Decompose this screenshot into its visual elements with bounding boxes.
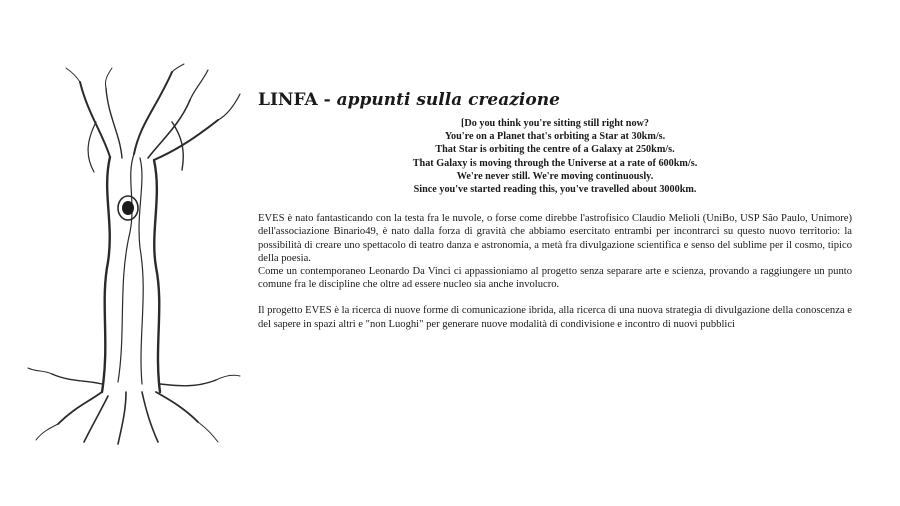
quote-block: [258, 117, 852, 196]
quote-line: [Do you think you're sitting still right now?: [460, 118, 650, 129]
title-subtitle: appunti sulla creazione: [336, 90, 560, 110]
quote-line: That Galaxy is moving through the Universe at a rate of 600km/s.: [412, 157, 698, 169]
paragraph-project: Il progetto EVES è la ricerca di nuove forme di comunicazione ibrida, alla ricerca di una nuova strategia di divulgazione della conoscenza e del sapere in spazi altri e "non Luoghi" per generare nuove modalità di condivisione e incontro di nuovi pubblici: [258, 305, 852, 330]
page-title: [258, 88, 852, 112]
quote-line: You're on a Planet that's orbiting a Star at 30km/s.: [444, 131, 666, 143]
quote-line: We're never still. We're moving continuously.: [456, 170, 654, 182]
article: [258, 88, 852, 331]
paragraph-leonardo: Come un contemporaneo Leonardo Da Vinci ci appassioniamo al progetto senza separare arte e scienza, provando a raggiungere un punto comune fra le discipline che oltre ad essere nucleo sia anche involucro.: [258, 266, 852, 291]
quote-line: Since you've started reading this, you've travelled about 3000km.: [413, 184, 697, 196]
tree-illustration: [22, 62, 252, 447]
paragraph-intro: EVES è nato fantasticando con la testa fra le nuvole, o forse come direbbe l'astrofisico Claudio Melioli (UniBo, USP São Paulo, Unimore) dell'associazione Binario49, è nato dalla forza di gravità che abbiamo esercitato entrambi per incontrarci su questo nuovo territorio: la possibilità di creare uno spettacolo di teatro danza e astronomia, a metà fra divulgazione scientifica e senso del sublime per il cosmo, tipico della poesia.: [258, 213, 852, 264]
title-main: LINFA -: [258, 90, 337, 110]
quote-line: That Star is orbiting the centre of a Galaxy at 250km/s.: [435, 144, 675, 156]
